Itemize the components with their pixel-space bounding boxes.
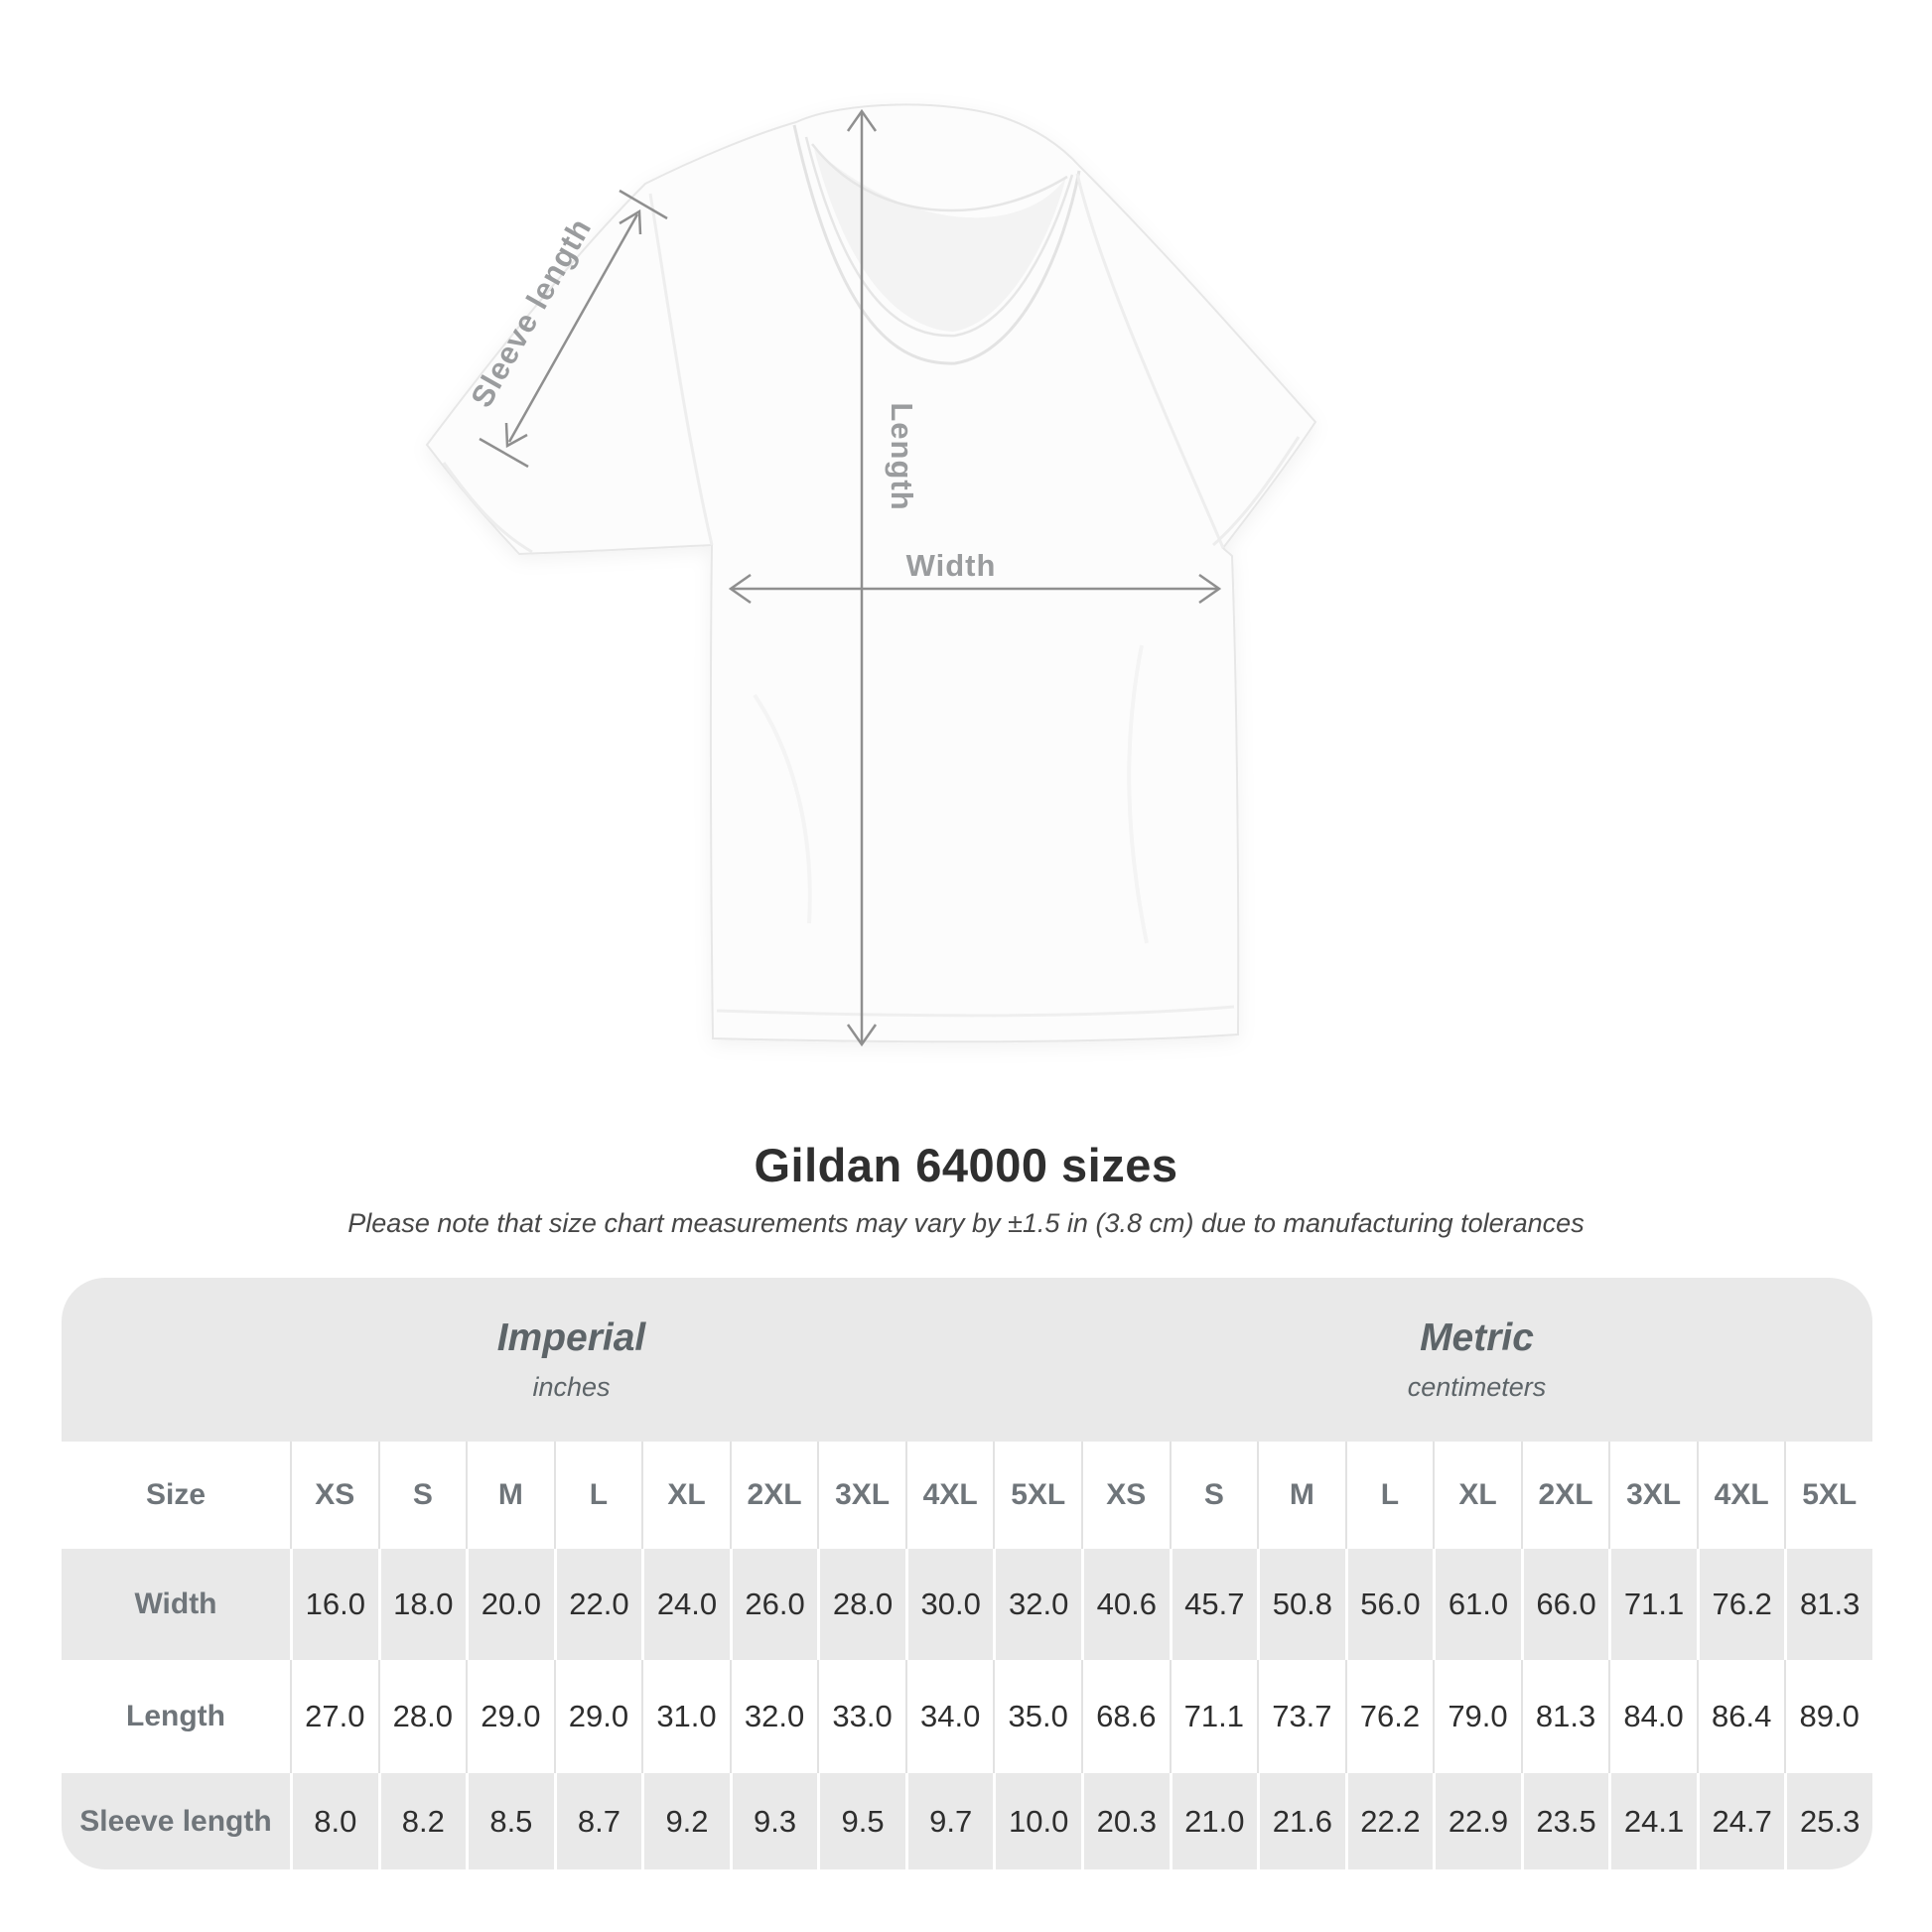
value-cell: 21.6 bbox=[1257, 1773, 1345, 1869]
value-cell: 23.5 bbox=[1521, 1773, 1609, 1869]
size-header-cell: M bbox=[1257, 1442, 1345, 1549]
value-cell: 22.0 bbox=[554, 1549, 642, 1660]
size-column-header: Size bbox=[62, 1442, 290, 1549]
value-cell: 81.3 bbox=[1784, 1549, 1872, 1660]
width-label: Width bbox=[905, 548, 997, 583]
value-cell: 71.1 bbox=[1170, 1660, 1258, 1773]
row-label: Width bbox=[134, 1587, 217, 1620]
value-cell: 32.0 bbox=[993, 1549, 1081, 1660]
size-header-cell: 3XL bbox=[1608, 1442, 1697, 1549]
value-cell: 25.3 bbox=[1784, 1773, 1872, 1869]
size-table bbox=[62, 1278, 1872, 1869]
value-cell: 32.0 bbox=[730, 1660, 818, 1773]
value-cell: 30.0 bbox=[905, 1549, 994, 1660]
size-header-cell: S bbox=[1170, 1442, 1258, 1549]
value-cell: 8.5 bbox=[466, 1773, 554, 1869]
value-cell: 20.0 bbox=[466, 1549, 554, 1660]
value-cell: 79.0 bbox=[1433, 1660, 1521, 1773]
value-cell: 84.0 bbox=[1608, 1660, 1697, 1773]
value-cell: 29.0 bbox=[466, 1660, 554, 1773]
value-cell: 81.3 bbox=[1521, 1660, 1609, 1773]
value-cell: 24.0 bbox=[641, 1549, 730, 1660]
size-header-cell: XL bbox=[641, 1442, 730, 1549]
metric-unit: centimeters bbox=[1407, 1372, 1547, 1402]
value-cell: 35.0 bbox=[993, 1660, 1081, 1773]
size-header-cell: 5XL bbox=[993, 1442, 1081, 1549]
value-cell: 50.8 bbox=[1257, 1549, 1345, 1660]
sleeve-length-label: Sleeve length bbox=[464, 211, 599, 414]
value-cell: 8.2 bbox=[378, 1773, 467, 1869]
value-cell: 24.1 bbox=[1608, 1773, 1697, 1869]
value-cell: 33.0 bbox=[817, 1660, 905, 1773]
size-header-cell: XL bbox=[1433, 1442, 1521, 1549]
value-cell: 31.0 bbox=[641, 1660, 730, 1773]
value-cell: 22.2 bbox=[1345, 1773, 1434, 1869]
value-cell: 68.6 bbox=[1081, 1660, 1170, 1773]
value-cell: 86.4 bbox=[1697, 1660, 1785, 1773]
value-cell: 10.0 bbox=[993, 1773, 1081, 1869]
value-cell: 27.0 bbox=[290, 1660, 378, 1773]
value-cell: 45.7 bbox=[1170, 1549, 1258, 1660]
value-cell: 20.3 bbox=[1081, 1773, 1170, 1869]
row-label: Sleeve length bbox=[79, 1804, 272, 1838]
page-subtitle: Please note that size chart measurements may vary by ±1.5 in (3.8 cm) due to manufacturing tolerances bbox=[347, 1208, 1585, 1238]
value-cell: 34.0 bbox=[905, 1660, 994, 1773]
value-cell: 76.2 bbox=[1697, 1549, 1785, 1660]
size-header-cell: S bbox=[378, 1442, 467, 1549]
size-header-cell: M bbox=[466, 1442, 554, 1549]
imperial-title: Imperial bbox=[496, 1316, 646, 1359]
metric-title: Metric bbox=[1420, 1316, 1534, 1359]
size-header-cell: XS bbox=[290, 1442, 378, 1549]
value-cell: 9.2 bbox=[641, 1773, 730, 1869]
value-cell: 22.9 bbox=[1433, 1773, 1521, 1869]
page-title: Gildan 64000 sizes bbox=[754, 1139, 1178, 1191]
value-cell: 61.0 bbox=[1433, 1549, 1521, 1660]
value-cell: 16.0 bbox=[290, 1549, 378, 1660]
size-header-cell: XS bbox=[1081, 1442, 1170, 1549]
heading-block bbox=[0, 1138, 1932, 1239]
value-cell: 18.0 bbox=[378, 1549, 467, 1660]
value-cell: 56.0 bbox=[1345, 1549, 1434, 1660]
row-label: Length bbox=[62, 1660, 290, 1773]
value-cell: 24.7 bbox=[1697, 1773, 1785, 1869]
value-cell: 9.7 bbox=[905, 1773, 994, 1869]
size-header-cell: 4XL bbox=[905, 1442, 994, 1549]
value-cell: 71.1 bbox=[1608, 1549, 1697, 1660]
value-cell: 28.0 bbox=[378, 1660, 467, 1773]
value-cell: 29.0 bbox=[554, 1660, 642, 1773]
length-label: Length bbox=[885, 402, 919, 511]
value-cell: 9.5 bbox=[817, 1773, 905, 1869]
imperial-unit: inches bbox=[532, 1372, 611, 1402]
size-header-cell: 3XL bbox=[817, 1442, 905, 1549]
size-header-cell: 4XL bbox=[1697, 1442, 1785, 1549]
size-header-cell: L bbox=[1345, 1442, 1434, 1549]
value-cell: 73.7 bbox=[1257, 1660, 1345, 1773]
value-cell: 28.0 bbox=[817, 1549, 905, 1660]
unit-group-imperial bbox=[62, 1278, 1081, 1442]
value-cell: 76.2 bbox=[1345, 1660, 1434, 1773]
value-cell: 89.0 bbox=[1784, 1660, 1872, 1773]
unit-group-metric bbox=[1081, 1278, 1872, 1442]
size-header-cell: 5XL bbox=[1784, 1442, 1872, 1549]
value-cell: 21.0 bbox=[1170, 1773, 1258, 1869]
size-header-cell: L bbox=[554, 1442, 642, 1549]
value-cell: 66.0 bbox=[1521, 1549, 1609, 1660]
value-cell: 9.3 bbox=[730, 1773, 818, 1869]
value-cell: 26.0 bbox=[730, 1549, 818, 1660]
value-cell: 8.7 bbox=[554, 1773, 642, 1869]
value-cell: 8.0 bbox=[290, 1773, 378, 1869]
value-cell: 40.6 bbox=[1081, 1549, 1170, 1660]
size-header-cell: 2XL bbox=[730, 1442, 818, 1549]
size-header-cell: 2XL bbox=[1521, 1442, 1609, 1549]
